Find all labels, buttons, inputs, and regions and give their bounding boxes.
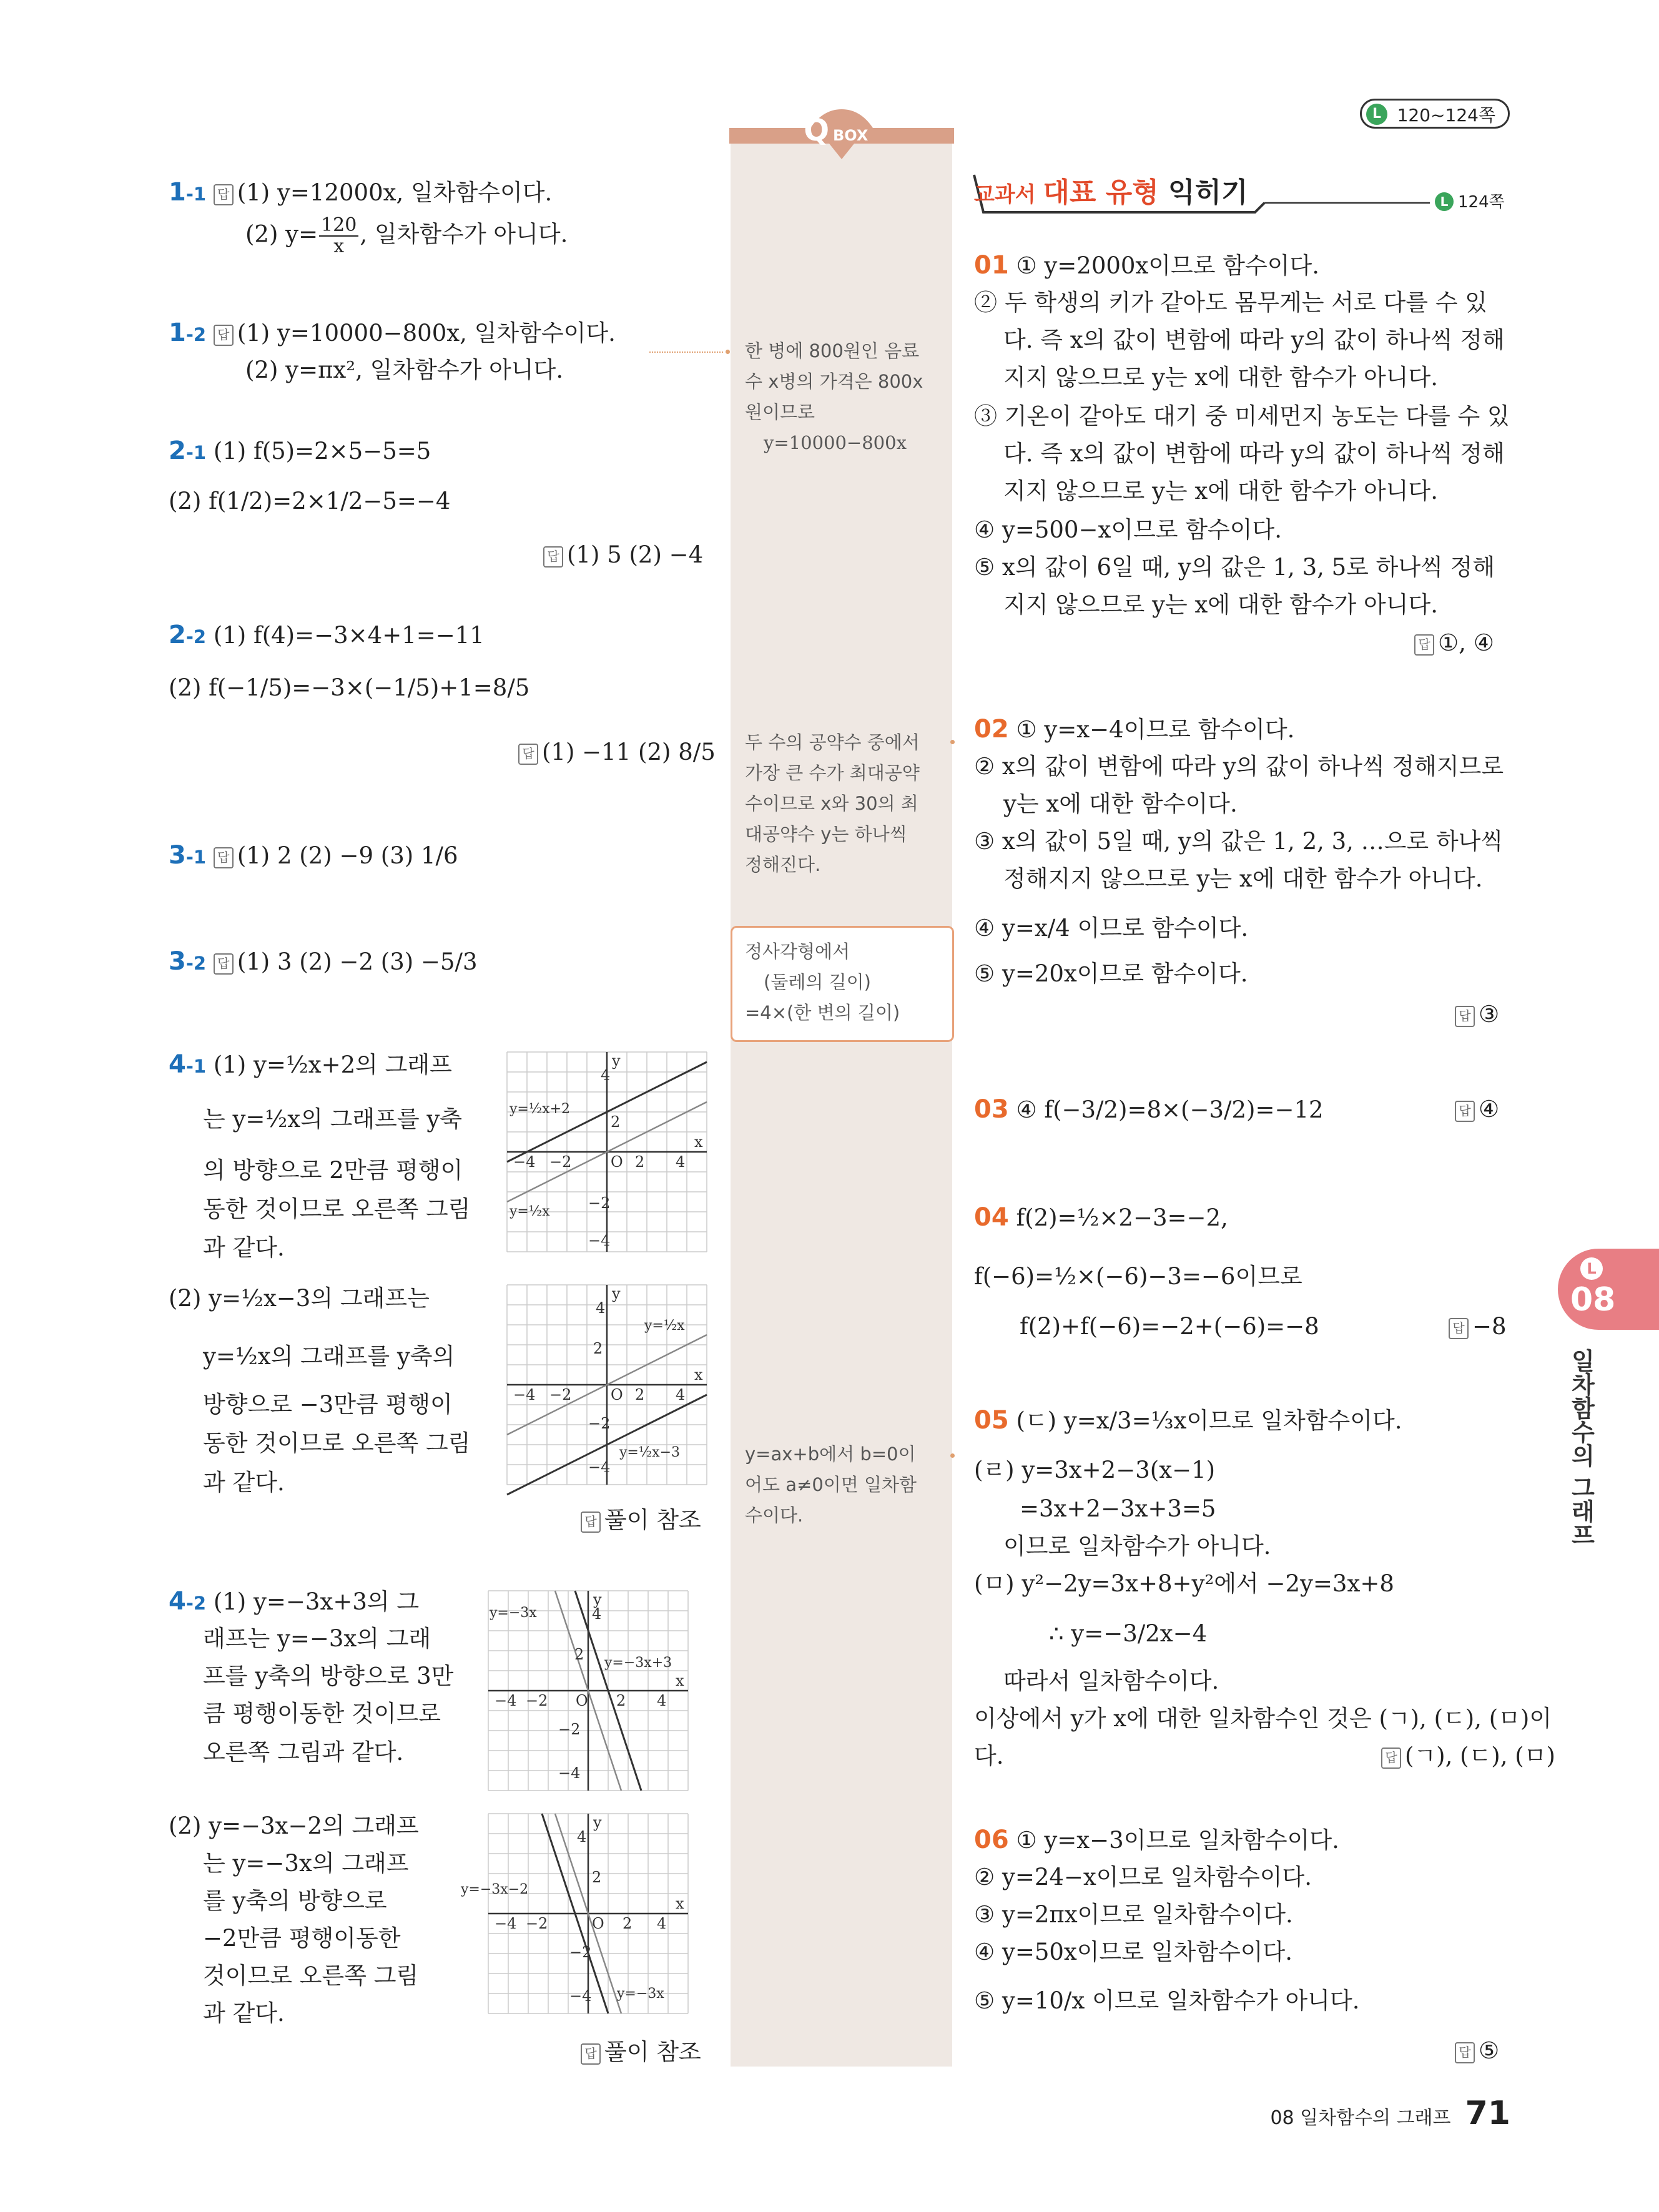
leader-line: [649, 351, 723, 353]
svg-text:O: O: [592, 1915, 604, 1932]
svg-text:−2: −2: [549, 1386, 572, 1403]
text-line: 큼 평행이동한 것이므로: [203, 1700, 441, 1727]
text-line: ③ y=2πx이므로 일차함수이다.: [974, 1901, 1293, 1928]
svg-text:2: 2: [616, 1692, 626, 1709]
text-line: ② 두 학생의 키가 같아도 몸무게는 서로 다를 수 있: [974, 289, 1487, 316]
text-line: 지지 않으므로 y는 x에 대한 함수가 아니다.: [1003, 591, 1438, 618]
text-line: 과 같다.: [203, 1234, 285, 1261]
page-number: 71: [1465, 2095, 1510, 2132]
svg-text:x: x: [694, 1133, 703, 1151]
svg-text:O: O: [576, 1692, 588, 1709]
leader-dot: [950, 740, 955, 744]
problem-1-1: 1-1 답 (1) y=12000x, 일차함수이다.: [169, 178, 553, 207]
svg-text:O: O: [611, 1153, 623, 1171]
text-line: 정해지지 않으므로 y는 x에 대한 함수가 아니다.: [1003, 865, 1483, 892]
text-line: 과 같다.: [203, 1469, 285, 1496]
svg-text:2: 2: [611, 1113, 621, 1131]
footer-chapter: 08 일차함수의 그래프: [1270, 2107, 1451, 2129]
svg-text:−2: −2: [549, 1153, 572, 1171]
svg-text:y: y: [612, 1052, 621, 1069]
svg-text:−4: −4: [558, 1764, 581, 1782]
text-line: y=½x의 그래프를 y축의: [203, 1343, 455, 1370]
text-line: 동한 것이므로 오른쪽 그림: [203, 1196, 471, 1222]
text-line: ④ y=50x이므로 일차함수이다.: [974, 1939, 1292, 1965]
answer-4-2: 답 풀이 참조: [581, 2037, 701, 2068]
problem-2-2-line2: (2) f(−1/5)=−3×(−1/5)+1=8/5: [169, 674, 530, 701]
problem-3-2: 3-2 답 (1) 3 (2) −2 (3) −5/3: [169, 947, 478, 976]
problem-4-1: 4-1 (1) y=½x+2의 그래프: [169, 1050, 452, 1079]
text-line: (2) y=−3x−2의 그래프: [169, 1812, 419, 1839]
text-line: =3x+2−3x+3=5: [1020, 1495, 1216, 1522]
text-line: 따라서 일차함수이다.: [1003, 1668, 1219, 1694]
problem-4-2: 4-2 (1) y=−3x+3의 그: [169, 1587, 420, 1616]
answer-03: 답 ④: [1455, 1094, 1499, 1125]
section-title: 교과서 대표 유형 익히기: [974, 177, 1248, 209]
text-line: 오른쪽 그림과 같다.: [203, 1739, 404, 1766]
qbox-note-1: 한 병에 800원인 음료 수 x병의 가격은 800x 원이므로 y=10000−800x: [745, 340, 923, 453]
svg-text:−4: −4: [513, 1153, 536, 1171]
text-line: (ㄹ) y=3x+2−3(x−1): [974, 1457, 1216, 1483]
svg-text:2: 2: [635, 1386, 645, 1403]
text-line: 는 y=½x의 그래프를 y축: [203, 1106, 463, 1133]
answer-icon: 답: [1381, 1747, 1401, 1769]
svg-text:2: 2: [635, 1153, 645, 1171]
svg-text:−2: −2: [588, 1194, 611, 1212]
svg-text:y: y: [593, 1814, 602, 1831]
svg-text:−2: −2: [588, 1415, 611, 1432]
svg-text:4: 4: [601, 1066, 611, 1084]
text-line: 래프는 y=−3x의 그래: [203, 1625, 431, 1652]
svg-text:−4: −4: [588, 1232, 611, 1249]
lesson-icon: L: [1366, 104, 1387, 125]
text-line: ⑤ x의 값이 6일 때, y의 값은 1, 3, 5로 하나씩 정해: [974, 554, 1495, 581]
answer-icon: 답: [214, 184, 234, 205]
text-line: 다. 즉 x의 값이 변함에 따라 y의 값이 하나씩 정해: [1003, 327, 1505, 353]
svg-text:−2: −2: [526, 1692, 548, 1709]
svg-text:y=½x: y=½x: [644, 1318, 685, 1334]
text-line: ④ y=x/4 이므로 함수이다.: [974, 915, 1249, 941]
svg-text:2: 2: [574, 1646, 584, 1663]
text-line: 동한 것이므로 오른쪽 그림: [203, 1430, 471, 1457]
answer-icon: 답: [1455, 1101, 1475, 1122]
answer-icon: 답: [1455, 1006, 1475, 1027]
svg-text:y=½x−3: y=½x−3: [619, 1445, 681, 1460]
question-03: 03 ④ f(−3/2)=8×(−3/2)=−12: [974, 1095, 1324, 1124]
svg-text:2: 2: [623, 1915, 633, 1932]
text-line: 지지 않으므로 y는 x에 대한 함수가 아니다.: [1003, 478, 1438, 504]
answer-icon: 답: [214, 325, 234, 346]
answer-icon: 답: [1414, 634, 1434, 656]
page-range-badge: 120~124쪽: [1360, 99, 1510, 129]
lesson-icon: L: [1580, 1257, 1603, 1280]
problem-2-1: 2-1 (1) f(5)=2×5−5=5: [169, 436, 431, 465]
svg-text:y=½x+2: y=½x+2: [510, 1101, 571, 1117]
svg-text:2: 2: [593, 1340, 603, 1357]
answer-06: 답 ⑤: [1455, 2035, 1499, 2067]
text-line: 프를 y축의 방향으로 3만: [203, 1663, 454, 1689]
svg-text:y=½x: y=½x: [510, 1204, 550, 1219]
answer-01: 답 ①, ④: [1414, 627, 1494, 659]
text-line: (ㅁ) y²−2y=3x+8+y²에서 −2y=3x+8: [974, 1570, 1394, 1597]
answer-icon: 답: [543, 546, 563, 568]
text-line: f(2)+f(−6)=−2+(−6)=−8: [1020, 1313, 1319, 1340]
answer-icon: 답: [1455, 2042, 1475, 2063]
svg-text:y=−3x+3: y=−3x+3: [604, 1655, 672, 1671]
svg-text:x: x: [694, 1366, 703, 1384]
text-line: ③ 기온이 같아도 대기 중 미세먼지 농도는 다를 수 있: [974, 403, 1510, 430]
chapter-side-title: 일차함수의 그래프: [1567, 1349, 1595, 1547]
text-line: ② y=24−x이므로 일차함수이다.: [974, 1864, 1312, 1890]
graph-4-1-1: [507, 1052, 707, 1252]
question-02: 02 ① y=x−4이므로 함수이다.: [974, 715, 1295, 744]
answer-2-2: 답 (1) −11 (2) 8/5: [518, 737, 716, 768]
text-line: 지지 않으므로 y는 x에 대한 함수가 아니다.: [1003, 364, 1438, 391]
text-line: 방향으로 −3만큼 평행이: [203, 1391, 453, 1418]
svg-text:y=−3x−2: y=−3x−2: [461, 1882, 529, 1897]
answer-icon: 답: [518, 744, 538, 765]
answer-icon: 답: [1449, 1318, 1469, 1339]
svg-text:−4: −4: [588, 1458, 611, 1476]
svg-text:y=−3x: y=−3x: [617, 1986, 664, 2002]
qbox-box: BOX: [833, 127, 869, 144]
text-line: ⑤ y=10/x 이므로 일차함수가 아니다.: [974, 1987, 1360, 2014]
svg-text:4: 4: [676, 1153, 686, 1171]
text-line: 것이므로 오른쪽 그림: [203, 1962, 419, 1989]
svg-text:4: 4: [596, 1299, 606, 1317]
svg-text:−2: −2: [569, 1944, 592, 1961]
svg-text:x: x: [676, 1672, 684, 1689]
svg-text:−2: −2: [558, 1721, 581, 1738]
qbox-q: Q: [804, 113, 829, 148]
text-line: 이상에서 y가 x에 대한 일차함수인 것은 (ㄱ), (ㄷ), (ㅁ)이: [974, 1705, 1552, 1732]
qbox-note-4: y=ax+b에서 b=0이 어도 a≠0이면 일차함 수이다.: [745, 1443, 917, 1526]
svg-text:y: y: [612, 1285, 621, 1302]
svg-text:−4: −4: [495, 1692, 517, 1709]
svg-text:O: O: [611, 1386, 623, 1403]
svg-text:2: 2: [592, 1869, 602, 1886]
text-line: ③ x의 값이 5일 때, y의 값은 1, 2, 3, …으로 하나씩: [974, 828, 1504, 855]
answer-icon: 답: [214, 953, 234, 975]
question-06: 06 ① y=x−3이므로 일차함수이다.: [974, 1826, 1339, 1854]
problem-2-1-line2: (2) f(1/2)=2×1/2−5=−4: [169, 488, 451, 514]
qbox-note-2: 두 수의 공약수 중에서 가장 큰 수가 최대공약 수이므로 x와 30의 최 대공약수 y는 하나씩 정해진다.: [745, 732, 920, 875]
qbox-note-3: 정사각형에서 (둘레의 길이) =4×(한 변의 길이): [745, 941, 900, 1023]
svg-text:4: 4: [577, 1828, 587, 1846]
svg-text:−4: −4: [495, 1915, 517, 1932]
problem-1-1-line2: (2) y= $\frac{120}{x}$ , 일차함수가 아니다.: [245, 214, 568, 257]
question-01: 01 ① y=2000x이므로 함수이다.: [974, 251, 1320, 280]
chapter-number: 08: [1570, 1281, 1616, 1319]
problem-3-1: 3-1 답 (1) 2 (2) −9 (3) 1/6: [169, 841, 458, 870]
svg-text:4: 4: [657, 1692, 667, 1709]
svg-text:x: x: [676, 1895, 684, 1912]
graph-4-2-2: [461, 1814, 688, 2013]
svg-text:−2: −2: [526, 1915, 548, 1932]
graph-4-1-2: [507, 1285, 707, 1485]
problem-1-2: 1-2 답 (1) y=10000−800x, 일차함수이다.: [169, 318, 616, 347]
answer-4-1: 답 풀이 참조: [581, 1505, 701, 1536]
leader-dot: [726, 350, 730, 354]
lesson-icon: L: [1435, 192, 1454, 211]
text-line: 의 방향으로 2만큼 평행이: [203, 1157, 463, 1184]
text-line: 과 같다.: [203, 2000, 285, 2027]
text-line: y는 x에 대한 함수이다.: [1003, 790, 1238, 817]
answer-04: 답 −8: [1449, 1311, 1507, 1342]
chapter-side-tab: [1558, 1249, 1659, 1330]
text-line: ∴ y=−3/2x−4: [1049, 1620, 1208, 1647]
question-05: 05 (ㄷ) y=x/3=⅓x이므로 일차함수이다.: [974, 1406, 1402, 1435]
answer-icon: 답: [214, 847, 234, 868]
answer-icon: 답: [581, 2043, 601, 2065]
page-footer: [1270, 2095, 1510, 2132]
text-line: 는 y=−3x의 그래프: [203, 1850, 409, 1877]
text-line: 를 y축의 방향으로: [203, 1887, 387, 1914]
text-line: f(−6)=½×(−6)−3=−6이므로: [974, 1263, 1302, 1290]
answer-icon: 답: [581, 1512, 601, 1533]
answer-2-1: 답 (1) 5 (2) −4: [543, 539, 703, 571]
svg-text:4: 4: [592, 1605, 602, 1623]
svg-text:y=−3x: y=−3x: [490, 1605, 537, 1621]
text-line: ④ y=500−x이므로 함수이다.: [974, 516, 1282, 543]
text-line: 다.: [974, 1743, 1004, 1769]
text-line: ② x의 값이 변함에 따라 y의 값이 하나씩 정해지므로: [974, 753, 1504, 780]
qbox-badge: [729, 109, 954, 162]
text-line: −2만큼 평행이동한: [203, 1925, 401, 1952]
svg-text:4: 4: [676, 1386, 686, 1403]
text-line: (2) y=½x−3의 그래프는: [169, 1285, 430, 1312]
section-page: 124쪽: [1458, 193, 1505, 212]
answer-02: 답 ③: [1455, 999, 1499, 1030]
svg-text:−4: −4: [513, 1386, 536, 1403]
svg-text:y: y: [593, 1591, 602, 1608]
text-line: 이므로 일차함수가 아니다.: [1003, 1533, 1271, 1560]
problem-1-2-line2: (2) y=πx², 일차함수가 아니다.: [245, 356, 564, 383]
problem-2-2: 2-2 (1) f(4)=−3×4+1=−11: [169, 621, 485, 649]
text-line: 다. 즉 x의 값이 변함에 따라 y의 값이 하나씩 정해: [1003, 440, 1505, 467]
text-line: ⑤ y=20x이므로 함수이다.: [974, 960, 1248, 987]
svg-text:−4: −4: [569, 1987, 592, 2005]
answer-05: 답 (ㄱ), (ㄷ), (ㅁ): [1381, 1741, 1555, 1772]
question-04: 04 f(2)=½×2−3=−2,: [974, 1203, 1228, 1232]
leader-dot: [950, 1453, 955, 1458]
svg-text:4: 4: [657, 1915, 667, 1932]
graph-4-2-1: [488, 1591, 688, 1791]
